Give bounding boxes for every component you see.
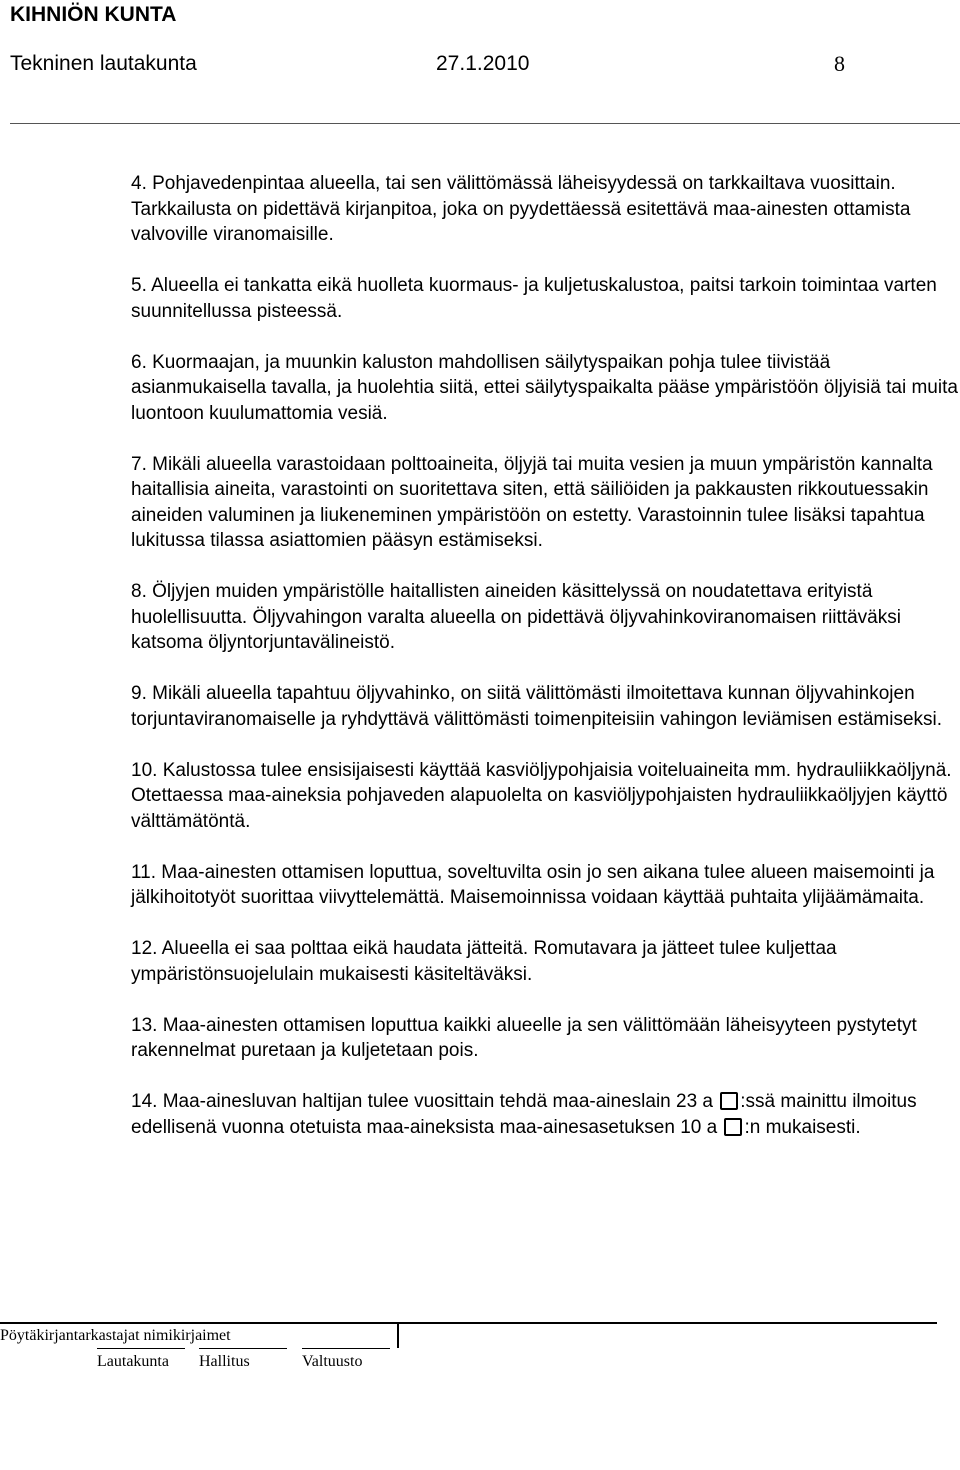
- condition-item: 13. Maa-ainesten ottamisen loputtua kaikki alueelle ja sen välittömään läheisyyteen pystytetyt rakennelmat puretaan ja kuljetetaan pois.: [131, 1014, 917, 1061]
- condition-item: 7. Mikäli alueella varastoidaan polttoaineita, öljyjä tai muita vesien ja muun ympäristön kannalta haitallisia aineita, varastointi on suoritettava siten, että säiliöiden ja pakkausten rikkoutuessakin aineiden valuminen ja liukeneminen ympäristöön on estetty. Varastoinnin tulee lisäksi tapahtua lukitussa tilassa asiattomien pääsyn estämiseksi.: [131, 453, 933, 551]
- condition-item: 5. Alueella ei tankatta eikä huolleta kuormaus- ja kuljetuskalustoa, paitsi tarkoin toimintaa varten suunnitellussa pisteessä.: [131, 275, 937, 322]
- footer-initials-valtuusto: Valtuusto: [302, 1353, 363, 1370]
- meeting-date: 27.1.2010: [436, 52, 530, 75]
- condition-item: 6. Kuormaajan, ja muunkin kaluston mahdollisen säilytyspaikan pohja tulee tiivistää asianmukaisella tavalla, ja huolehtia siitä, ettei säilytyspaikalta pääse ympäristöön öljyisiä tai muita luontoon kuulumattomia vesiä.: [131, 351, 958, 424]
- footer-initials-hallitus: Hallitus: [199, 1353, 250, 1370]
- section-sign-box-icon: [720, 1092, 738, 1110]
- organization-name: KIHNIÖN KUNTA: [10, 3, 177, 26]
- page-number: 8: [834, 51, 845, 76]
- header-divider: [10, 123, 960, 124]
- footer-divider: [0, 1322, 937, 1324]
- item14-text-part3: :n mukaisesti.: [744, 1116, 861, 1138]
- condition-item: 8. Öljyjen muiden ympäristölle haitallisten aineiden käsittelyssä on noudatettava erityistä huolellisuutta. Öljyvahingon varalta alueella on pidettävä öljyvahinkoviranomaisen riittäväksi katsoma öljyntorjuntavälineistö.: [131, 581, 901, 653]
- item14-text-part1: 14. Maa-ainesluvan haltijan tulee vuosittain tehdä maa-aineslain 23 a: [131, 1091, 713, 1112]
- condition-item: 10. Kalustossa tulee ensisijaisesti käyttää kasviöljypohjaisia voiteluaineita mm. hydrauliikkaöljynä. Otettaessa maa-aineksia pohjaveden alapuolelta on kasviöljypohjaisten hydrauliikkaöljyjen käyttö välttämätöntä.: [131, 759, 952, 832]
- footer-initials-title: Pöytäkirjantarkastajat nimikirjaimet: [0, 1327, 231, 1344]
- committee-name: Tekninen lautakunta: [10, 52, 197, 75]
- condition-item: 9. Mikäli alueella tapahtuu öljyvahinko, on siitä välittömästi ilmoitettava kunnan öljyvahinkojen torjuntaviranomaiselle ja ryhdyttävä välittömästi toimenpiteisiin vahingon leviämisen estämiseksi.: [131, 683, 943, 730]
- footer-vertical-divider: [397, 1322, 399, 1348]
- item14-text-part2: :ssä mainittu ilmoitus edellisenä vuonna otetuista maa-aineksista maa-ainesasetuksen 10 a: [131, 1091, 917, 1138]
- condition-item: 11. Maa-ainesten ottamisen loputtua, soveltuvilta osin jo sen aikana tulee alueen maisemointi ja jälkihoitotyöt suorittaa viivyttelemättä. Maisemoinnissa voidaan käyttää puhtaita ylijäämämaita.: [131, 861, 935, 908]
- condition-item: 4. Pohjavedenpintaa alueella, tai sen välittömässä läheisyydessä on tarkkailtava vuosittain. Tarkkailusta on pidettävä kirjanpitoa, joka on pyydettäessä esitettävä maa-ainesten ottamista valvoville viranomaisille.: [131, 173, 911, 245]
- condition-item: 12. Alueella ei saa polttaa eikä haudata jätteitä. Romutavara ja jätteet tulee kuljettaa ympäristönsuojelulain mukaisesti käsiteltäväksi.: [131, 938, 837, 985]
- conditions-list: [131, 171, 960, 1166]
- condition-item-14: [131, 1089, 960, 1140]
- footer-initials-lautakunta: Lautakunta: [97, 1353, 169, 1370]
- section-sign-box-icon: [724, 1118, 742, 1136]
